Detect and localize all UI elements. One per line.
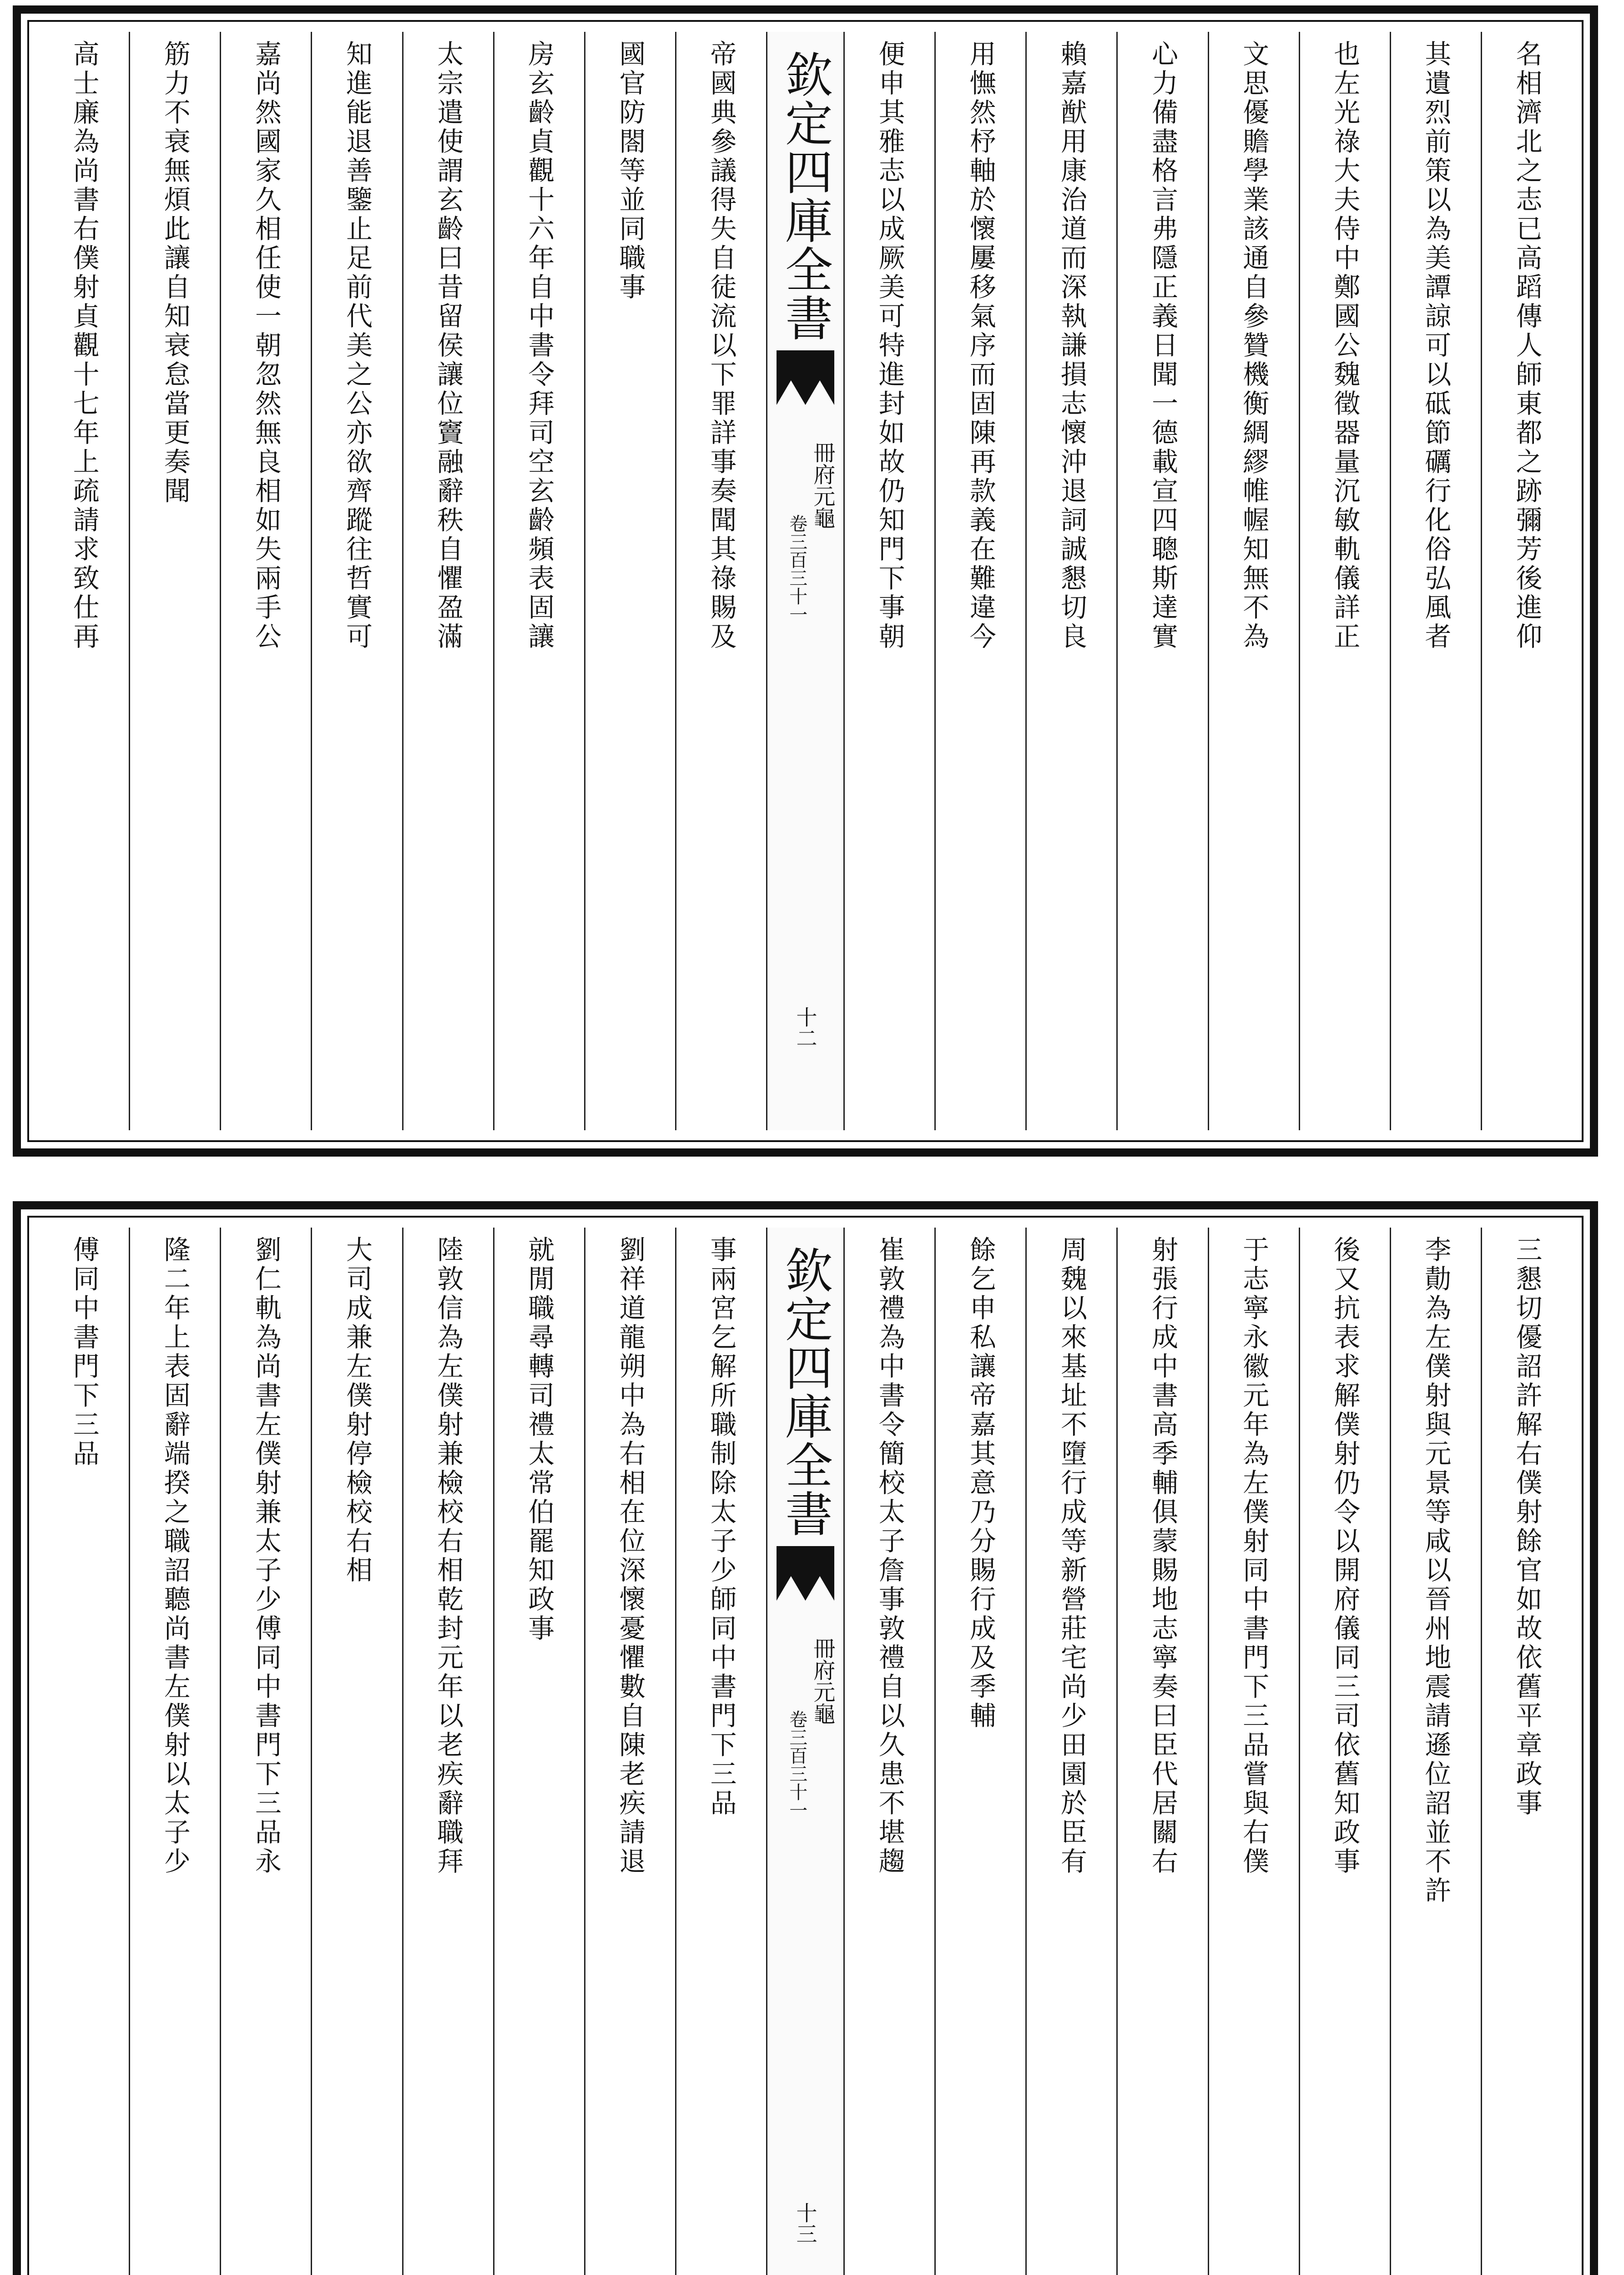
column-text: 三懇切優詔許解右僕射餘官如故依舊平章政事 (1511, 1236, 1543, 1818)
text-area (39, 32, 1572, 1130)
column-text: 陸敦信為左僕射兼檢校右相乾封元年以老疾辭職拜 (433, 1236, 464, 1876)
text-column (311, 1228, 402, 2275)
page-panel-lower (13, 1201, 1598, 2275)
book-title: 冊府元龜 (809, 441, 835, 529)
column-text: 嘉尚然國家久相任使一朝忽然無良相如失兩手公 (250, 40, 282, 652)
volume-label: 卷三百三十一 (786, 514, 807, 623)
column-text: 便申其雅志以成厥美可特進封如故仍知門下事朝 (874, 40, 905, 652)
column-text: 事兩宮乞解所職制除太子少師同中書門下三品 (706, 1236, 737, 1818)
text-column (1299, 32, 1390, 1130)
text-column (129, 32, 220, 1130)
leaf-number: 十三 (793, 2202, 818, 2244)
column-text: 射張行成中書高季輔俱蒙賜地志寧奏曰臣代居關右 (1147, 1236, 1178, 1876)
text-column (843, 1228, 934, 2275)
column-text: 餘乞申私讓帝嘉其意乃分賜行成及季輔 (965, 1236, 996, 1731)
text-column (311, 32, 402, 1130)
column-text: 大司成兼左僕射停檢校右相 (341, 1236, 373, 1585)
fishtail-mark-icon (777, 1546, 834, 1601)
column-text: 文思優贍學業該通自參贊機衡綢繆帷幄知無不為 (1238, 40, 1270, 652)
column-text: 于志寧永徽元年為左僕射同中書門下三品嘗與右僕 (1238, 1236, 1270, 1876)
column-text: 用憮然杼軸於懷屢移氣序而固陳再款義在難違今 (965, 40, 996, 652)
column-text: 心力備盡格言弗隱正義日聞一德載宣四聰斯達實 (1147, 40, 1178, 652)
text-column (1025, 32, 1116, 1130)
column-text: 崔敦禮為中書令簡校太子詹事敦禮自以久患不堪趨 (874, 1236, 905, 1876)
text-column (220, 1228, 311, 2275)
text-column (1390, 32, 1481, 1130)
column-text: 隆二年上表固辭端揆之職詔聽尚書左僕射以太子少 (159, 1236, 191, 1876)
column-text: 周魏以來基址不墮行成等新營莊宅尚少田園於臣有 (1056, 1236, 1087, 1876)
column-text: 知進能退善鑒止足前代美之公亦欲齊蹤往哲實可 (341, 40, 373, 652)
text-column (493, 32, 584, 1130)
text-column (493, 1228, 584, 2275)
text-column (220, 32, 311, 1130)
column-text: 後又抗表求解僕射仍令以開府儀同三司依舊知政事 (1329, 1236, 1361, 1876)
page-panel-upper (13, 5, 1598, 1157)
text-area (39, 1228, 1572, 2275)
fold-margin (766, 1228, 843, 2275)
leaf-number: 十二 (793, 1006, 818, 1048)
text-column (1116, 32, 1207, 1130)
text-column (39, 1228, 129, 2275)
column-text: 也左光祿大夫侍中鄭國公魏徵器量沉敏軌儀詳正 (1329, 40, 1361, 652)
column-text: 筋力不衰無煩此讓自知衰怠當更奏聞 (159, 40, 191, 506)
text-column (1390, 1228, 1481, 2275)
fold-margin (766, 32, 843, 1130)
fishtail-mark-icon (777, 350, 834, 405)
text-column (1208, 32, 1299, 1130)
column-text: 房玄齡貞觀十六年自中書令拜司空玄齡頻表固讓 (524, 40, 555, 652)
text-column (1116, 1228, 1207, 2275)
text-column (129, 1228, 220, 2275)
text-column (1481, 32, 1572, 1130)
text-column (1299, 1228, 1390, 2275)
text-column (584, 32, 675, 1130)
column-text: 劉仁軌為尚書左僕射兼太子少傅同中書門下三品永 (250, 1236, 282, 1876)
column-text: 其遺烈前策以為美譚諒可以砥節礪行化俗弘風者 (1420, 40, 1452, 652)
column-text: 李勣為左僕射與元景等咸以晉州地震請遜位詔並不許 (1420, 1236, 1452, 1906)
column-text: 高士廉為尚書右僕射貞觀十七年上疏請求致仕再 (68, 40, 100, 652)
text-column (934, 32, 1025, 1130)
column-text: 傅同中書門下三品 (68, 1236, 100, 1469)
column-text: 劉祥道龍朔中為右相在位深懷憂懼數自陳老疾請退 (615, 1236, 646, 1876)
text-column (402, 1228, 493, 2275)
text-column (402, 32, 493, 1130)
text-column (39, 32, 129, 1130)
column-text: 名相濟北之志已高蹈傳人師東都之跡彌芳後進仰 (1511, 40, 1543, 652)
volume-label: 卷三百三十一 (786, 1710, 807, 1819)
text-column (1481, 1228, 1572, 2275)
text-column (1208, 1228, 1299, 2275)
text-column (675, 32, 766, 1130)
column-text: 國官防閤等並同職事 (615, 40, 646, 302)
column-text: 太宗遣使謂玄齡曰昔留侯讓位竇融辭秩自懼盈滿 (433, 40, 464, 652)
series-title: 欽定四庫全書 (777, 50, 833, 342)
text-column (843, 32, 934, 1130)
text-column (1025, 1228, 1116, 2275)
column-text: 賴嘉猷用康治道而深執謙損志懷沖退詞誠懇切良 (1056, 40, 1087, 652)
text-column (934, 1228, 1025, 2275)
book-title: 冊府元龜 (809, 1637, 835, 1724)
column-text: 就閒職尋轉司禮太常伯罷知政事 (524, 1236, 555, 1643)
column-text: 帝國典參議得失自徒流以下罪詳事奏聞其祿賜及 (706, 40, 737, 652)
text-column (584, 1228, 675, 2275)
series-title: 欽定四庫全書 (777, 1246, 833, 1538)
text-column (675, 1228, 766, 2275)
